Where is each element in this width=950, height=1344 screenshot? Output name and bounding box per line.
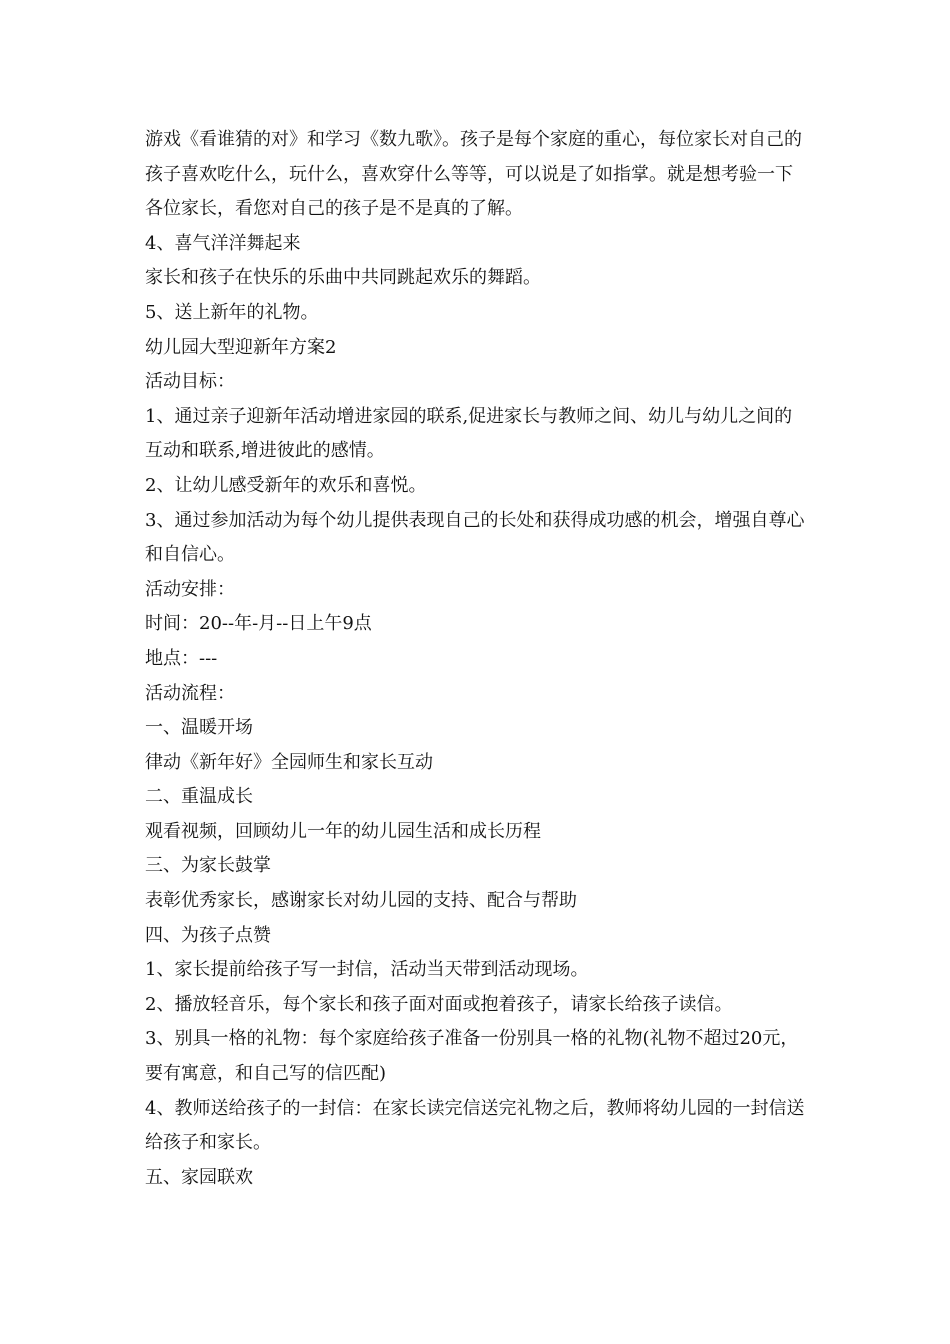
paragraph: 3、通过参加活动为每个幼儿提供表现自己的长处和获得成功感的机会，增强自尊心和自信心。 [145,509,805,566]
paragraph: 5、送上新年的礼物。 [145,301,319,323]
paragraph: 2、让幼儿感受新年的欢乐和喜悦。 [145,474,427,496]
paragraph: 4、教师送给孩子的一封信：在家长读完信送完礼物之后，教师将幼儿园的一封信送给孩子和家长。 [145,1097,805,1154]
paragraph: 家长和孩子在快乐的乐曲中共同跳起欢乐的舞蹈。 [145,267,541,289]
paragraph: 二、重温成长 [145,786,253,808]
paragraph: 四、为孩子点赞 [145,924,271,946]
paragraph: 观看视频，回顾幼儿一年的幼儿园生活和成长历程 [145,820,541,842]
paragraph: 1、通过亲子迎新年活动增进家园的联系,促进家长与教师之间、幼儿与幼儿之间的互动和联系,增进彼此的感情。 [145,405,793,462]
paragraph: 一、温暖开场 [145,717,253,739]
paragraph: 律动《新年好》全园师生和家长互动 [145,751,433,773]
paragraph: 五、家园联欢 [145,1166,253,1188]
paragraph: 4、喜气洋洋舞起来 [145,232,301,254]
paragraph: 活动目标： [145,371,235,393]
document-body [145,123,810,1195]
paragraph: 活动安排： [145,578,235,600]
paragraph: 3、别具一格的礼物：每个家庭给孩子准备一份别具一格的礼物(礼物不超过20元，要有寓意，和自己写的信匹配) [145,1028,799,1085]
paragraph: 时间：20--年-月--日上午9点 [145,613,372,635]
paragraph: 活动流程： [145,682,235,704]
paragraph: 表彰优秀家长，感谢家长对幼儿园的支持、配合与帮助 [145,890,577,912]
section-title: 幼儿园大型迎新年方案2 [145,336,337,358]
paragraph: 三、为家长鼓掌 [145,855,271,877]
paragraph: 1、家长提前给孩子写一封信，活动当天带到活动现场。 [145,959,589,981]
paragraph: 地点：--- [145,647,218,669]
paragraph: 游戏《看谁猜的对》和学习《数九歌》。孩子是每个家庭的重心，每位家长对自己的孩子喜欢吃什么，玩什么，喜欢穿什么等等，可以说是了如指掌。就是想考验一下各位家长，看您对自己的孩子是不是真的了解。 [145,129,802,220]
paragraph: 2、播放轻音乐，每个家长和孩子面对面或抱着孩子，请家长给孩子读信。 [145,993,733,1015]
